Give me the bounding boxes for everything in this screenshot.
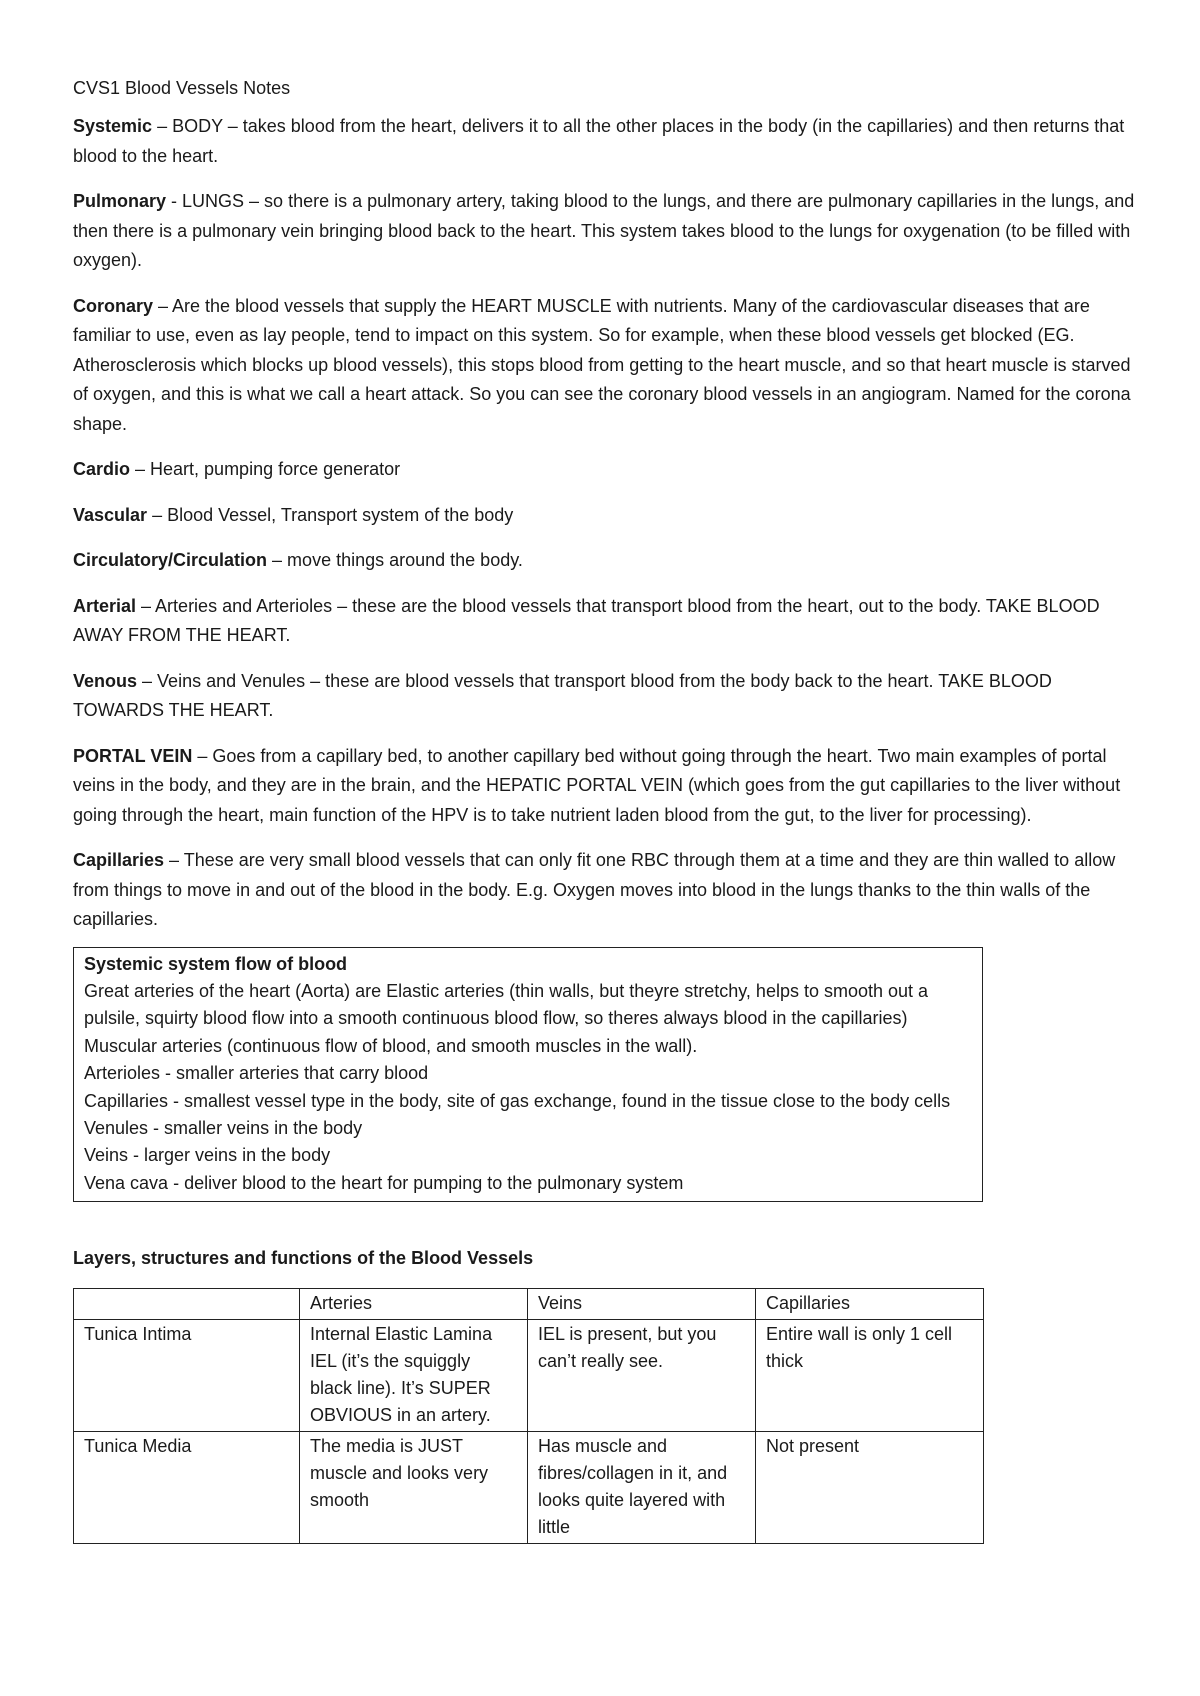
definition-text: – Blood Vessel, Transport system of the body bbox=[147, 504, 514, 525]
definition-circulation bbox=[73, 546, 1143, 576]
flow-line: Venules - smaller veins in the body bbox=[84, 1117, 363, 1138]
definition-term: Circulatory/Circulation bbox=[73, 550, 268, 570]
flow-line: Great arteries of the heart (Aorta) are Elastic arteries (thin walls, but theyre stretchy, helps to smooth out a pulsile, squirty blood flow into a smooth continuous blood flow, so theres always blood in the capillaries) bbox=[84, 980, 929, 1029]
table-cell: Has muscle and fibres/collagen in it, and looks quite layered with little bbox=[527, 1432, 755, 1544]
definition-text: – Arteries and Arterioles – these are the blood vessels that transport blood from the heart, out to the body. TAKE BLOOD AWAY FROM THE HEART. bbox=[73, 595, 1100, 645]
definition-term: Pulmonary bbox=[73, 191, 167, 211]
definition-text: – These are very small blood vessels that can only fit one RBC through them at a time and they are thin walled to allow from things to move in and out of the blood in the body. E.g. Oxygen moves into blood in the lungs thanks to the thin walls of the capillaries. bbox=[73, 850, 1116, 929]
definition-capillaries bbox=[73, 846, 1143, 935]
definition-term: Capillaries bbox=[73, 850, 165, 870]
definition-term: Coronary bbox=[73, 295, 154, 316]
flow-line: Muscular arteries (continuous flow of blood, and smooth muscles in the wall). bbox=[84, 1035, 698, 1056]
definition-term: Systemic bbox=[73, 116, 153, 136]
definition-text: – Goes from a capillary bed, to another capillary bed without going through the heart. Two main examples of portal veins in the body, and they are in the brain, and the HEPATIC PORTAL VEIN (which goes from the gut capillaries to the liver without going through the heart, main function of the HPV is to take nutrient laden blood from the gut, to the liver for processing). bbox=[73, 745, 1121, 825]
table-header-row bbox=[74, 1289, 984, 1320]
table-cell: IEL is present, but you can’t really see. bbox=[527, 1320, 755, 1432]
flow-box-heading: Systemic system flow of blood bbox=[84, 953, 348, 974]
table-header-cell: Veins bbox=[527, 1289, 755, 1320]
table-cell: Not present bbox=[755, 1432, 983, 1544]
table-cell: Entire wall is only 1 cell thick bbox=[755, 1320, 983, 1432]
definition-term: PORTAL VEIN bbox=[73, 745, 193, 766]
table-row bbox=[74, 1320, 984, 1432]
table-cell: Internal Elastic Lamina IEL (it’s the squiggly black line). It’s SUPER OBVIOUS in an artery. bbox=[299, 1320, 527, 1432]
layers-table bbox=[73, 1288, 984, 1544]
table-cell: Tunica Intima bbox=[74, 1320, 300, 1432]
definition-term: Cardio bbox=[73, 459, 131, 479]
definition-systemic bbox=[73, 112, 1143, 171]
flow-line: Veins - larger veins in the body bbox=[84, 1145, 331, 1166]
definitions-list bbox=[73, 112, 1143, 935]
table-row bbox=[74, 1432, 984, 1544]
definition-text: - LUNGS – so there is a pulmonary artery, taking blood to the lungs, and there are pulmonary capillaries in the lungs, and then there is a pulmonary vein bringing blood back to the heart. This system takes blood to the lungs for oxygenation (to be filled with oxygen). bbox=[73, 191, 1135, 270]
definition-coronary bbox=[73, 292, 1143, 440]
document-page bbox=[73, 74, 1143, 1544]
definition-pulmonary bbox=[73, 187, 1143, 276]
layers-section-heading: Layers, structures and functions of the Blood Vessels bbox=[73, 1248, 534, 1269]
definition-text: – Heart, pumping force generator bbox=[130, 459, 401, 479]
definition-cardio bbox=[73, 455, 1143, 485]
definition-arterial bbox=[73, 592, 1143, 651]
definition-text: – move things around the body. bbox=[267, 550, 523, 570]
definition-venous bbox=[73, 667, 1143, 726]
definition-term: Arterial bbox=[73, 595, 137, 616]
table-header-cell: Capillaries bbox=[755, 1289, 983, 1320]
table-header-cell bbox=[74, 1289, 300, 1320]
table-cell: The media is JUST muscle and looks very smooth bbox=[299, 1432, 527, 1544]
definition-text: – Veins and Venules – these are blood vessels that transport blood from the body back to the heart. TAKE BLOOD TOWARDS THE HEART. bbox=[73, 670, 1052, 720]
definition-portal-vein bbox=[73, 742, 1143, 831]
definition-text: – BODY – takes blood from the heart, delivers it to all the other places in the body (in the capillaries) and then returns that blood to the heart. bbox=[73, 116, 1125, 166]
flow-line: Vena cava - deliver blood to the heart for pumping to the pulmonary system bbox=[84, 1172, 684, 1193]
flow-line: Capillaries - smallest vessel type in the body, site of gas exchange, found in the tissue close to the body cells bbox=[84, 1090, 951, 1111]
definition-vascular bbox=[73, 501, 1143, 531]
document-title: CVS1 Blood Vessels Notes bbox=[73, 78, 291, 98]
definition-term: Vascular bbox=[73, 504, 148, 525]
systemic-flow-box bbox=[73, 947, 983, 1203]
table-header-cell: Arteries bbox=[299, 1289, 527, 1320]
definition-text: – Are the blood vessels that supply the HEART MUSCLE with nutrients. Many of the cardiovascular diseases that are familiar to use, even as lay people, tend to impact on this system. So for example, when these blood vessels get blocked (EG. Atherosclerosis which blocks up blood vessels), this stops blood from getting to the heart muscle, and so that heart muscle is starved of oxygen, and this is what we call a heart attack. So you can see the coronary blood vessels in an angiogram. Named for the corona shape. bbox=[73, 295, 1131, 434]
definition-term: Venous bbox=[73, 670, 138, 691]
flow-line: Arterioles - smaller arteries that carry blood bbox=[84, 1063, 429, 1084]
table-cell: Tunica Media bbox=[74, 1432, 300, 1544]
